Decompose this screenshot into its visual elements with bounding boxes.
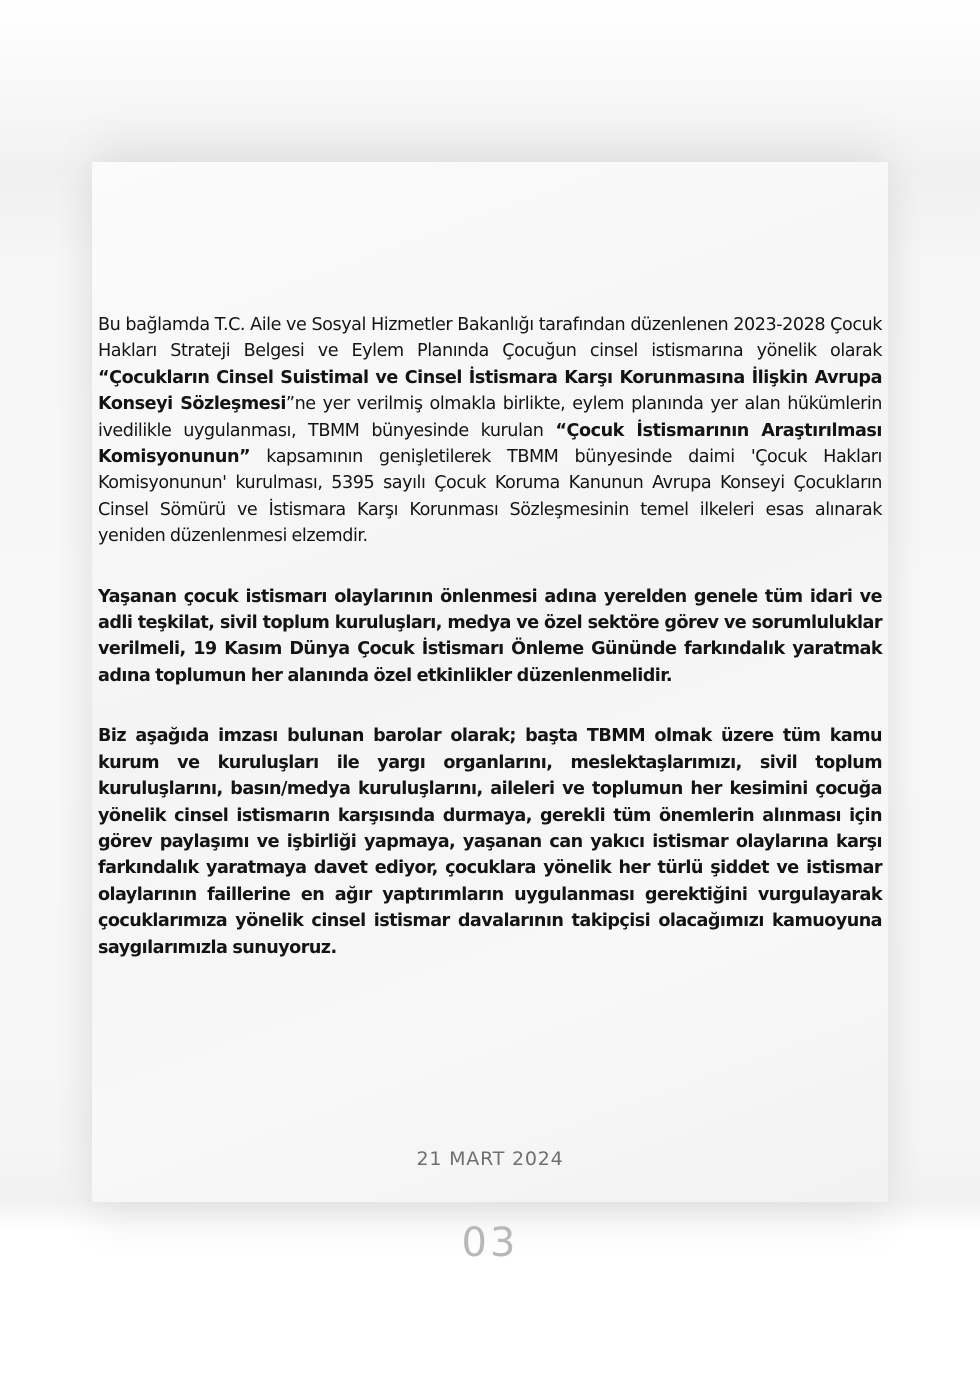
paragraph1-bold-commission: “Çocuk İstismarının Araştırılması Komisyonunun” (98, 420, 882, 468)
paragraph1-text-c: kapsamının genişletilerek TBMM bünyesinde daimi 'Çocuk Hakları Komisyonunun' kurulması, 5395 sayılı Çocuk Koruma Kanunun Avrupa Konseyi Çocukların Cinsel Sömürü ve İstismara Karşı Korunması Sözleşmesinin temel ilkeleri esas alınarak yeniden düzenlenmesi elzemdir. (98, 447, 882, 547)
document-date: 21 MART 2024 (416, 1148, 564, 1170)
paragraph-prevention: Yaşanan çocuk istismarı olaylarının önlenmesi adına yerelden genele tüm idari ve adli teşkilat, sivil toplum kuruluşları, medya ve özel sektöre görev ve sorumluluklar verilmeli, 19 Kasım Dünya Çocuk İstismarı Önleme Gününde farkındalık yaratmak adına toplumun her alanında özel etkinlikler düzenlenmelidir. (98, 586, 882, 686)
document-body (98, 312, 882, 961)
page-number: 03 (461, 1220, 519, 1266)
paragraph1-text-a: Bu bağlamda T.C. Aile ve Sosyal Hizmetler Bakanlığı tarafından düzenlenen 2023-2028 Çocuk Hakları Strateji Belgesi ve Eylem Planında Çocuğun cinsel istismarına yönelik olarak (98, 315, 882, 362)
paragraph-call-to-action: Biz aşağıda imzası bulunan barolar olarak; başta TBMM olmak üzere tüm kamu kurum ve kuruluşları ile yargı organlarını, meslektaşlarımızı, sivil toplum kuruluşlarını, basın/medya kuruluşlarını, aileleri ve toplumun her kesimini çocuğa yönelik cinsel istismarın karşısında durmaya, gerekli tüm önemlerin alınması için görev paylaşımı ve işbirliği yapmaya, yaşanan can yakıcı istismar olaylarına karşı farkındalık yaratmaya davet ediyor, çocuklara yönelik her türlü şiddet ve istismar olaylarının faillerine en ağır yaptırımların uygulanması gerektiğini vurgulayarak çocuklarımıza yönelik cinsel istismar davalarının takipçisi olacağımızı kamuoyuna saygılarımızla sunuyoruz. (98, 726, 882, 958)
paragraph1-bold-convention: “Çocukların Cinsel Suistimal ve Cinsel İstismara Karşı Korunmasına İlişkin Avrupa Konseyi Sözleşmesi (98, 367, 882, 415)
paragraph1-text-b: ”ne yer verilmiş olmakla birlikte, eylem planında yer alan hükümlerin ivedilikle uygulanması, TBMM bünyesinde kurulan (98, 394, 882, 441)
paragraph-strategy-document (98, 312, 882, 550)
